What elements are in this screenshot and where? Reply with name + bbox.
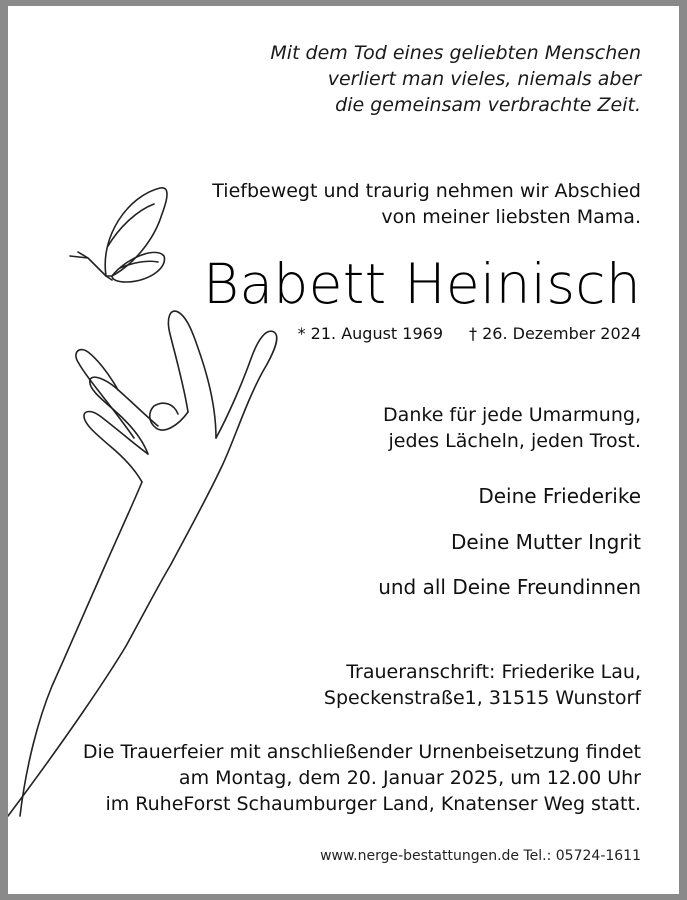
deceased-name: Babett Heinisch [203,252,641,316]
undertaker-contact: www.nerge-bestattungen.de Tel.: 05724-1611 [320,848,641,864]
funeral-info [83,739,641,817]
funeral-line: am Montag, dem 20. Januar 2025, um 12.00 Uhr [178,767,641,789]
quote-line: die gemeinsam verbrachte Zeit. [335,94,641,116]
signature-friederike: Deine Friederike [478,484,641,508]
address-line: Speckenstraße1, 31515 Wunstorf [323,687,641,709]
funeral-line: im RuheForst Schaumburger Land, Knatenser Weg statt. [105,793,641,815]
thanks-text [383,402,641,454]
mourning-address [324,659,641,711]
address-line: Traueranschrift: Friederike Lau, [346,661,641,683]
birth-date: * 21. August 1969 [297,324,443,343]
intro-line: Tiefbewegt und traurig nehmen wir Abschied [212,180,641,202]
opening-quote [270,40,641,118]
signature-friends: und all Deine Freundinnen [378,575,641,599]
intro-text [212,178,641,230]
death-date: † 26. Dezember 2024 [469,324,641,343]
signature-mother: Deine Mutter Ingrit [451,530,641,554]
thanks-line: Danke für jede Umarmung, [383,404,641,426]
obituary-card [8,6,679,894]
funeral-line: Die Trauerfeier mit anschließender Urnenbeisetzung findet [82,741,641,763]
life-dates [298,322,641,346]
butterfly-icon [70,188,167,282]
thanks-line: jedes Lächeln, jeden Trost. [388,430,641,452]
quote-line: Mit dem Tod eines geliebten Menschen [270,42,641,64]
intro-line: von meiner liebsten Mama. [381,206,641,228]
quote-line: verliert man vieles, niemals aber [327,68,641,90]
